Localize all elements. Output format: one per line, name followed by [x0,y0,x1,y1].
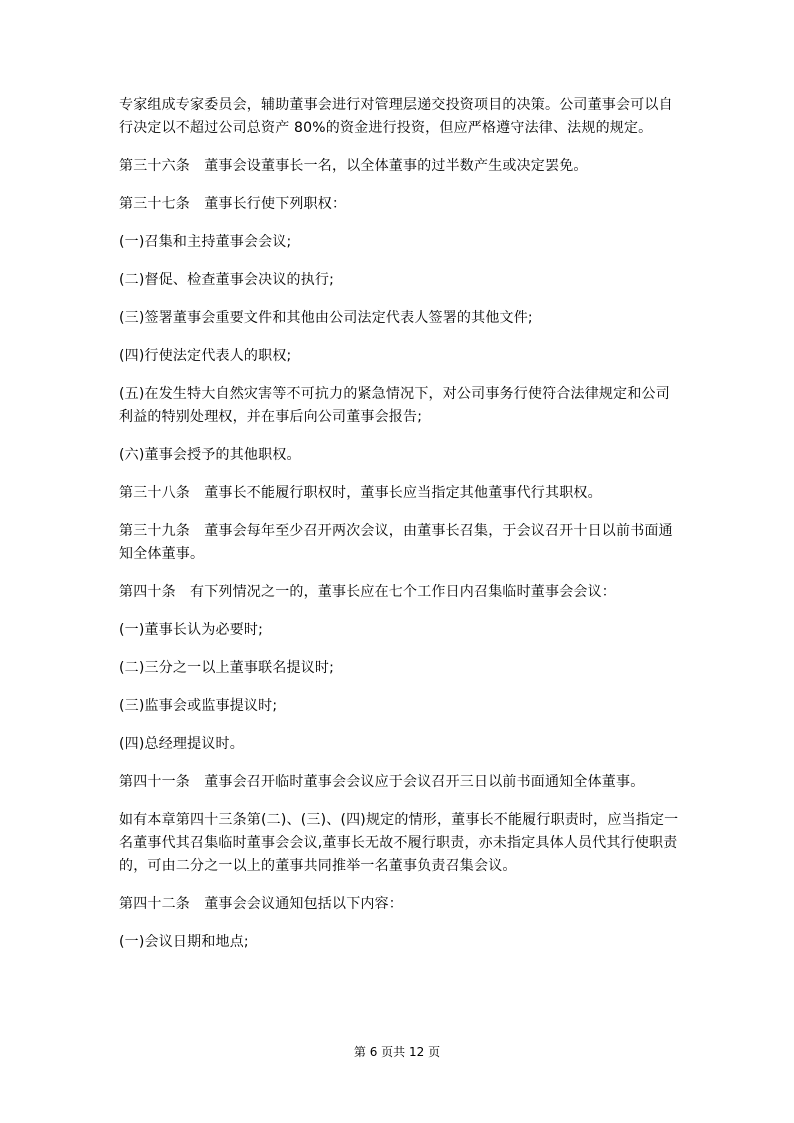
paragraph-article-41-supplement: 如有本章第四十三条第(二)、(三)、(四)规定的情形，董事长不能履行职责时，应当指定一名董事代其召集临时董事会会议,董事长无故不履行职责，亦未指定具体人员代其行使职责的，可由二分之一以上的董事共同推举一名董事负责召集会议。 [119,812,679,874]
paragraph-article-40: 第四十条 有下列情况之一的，董事长应在七个工作日内召集临时董事会会议： [119,584,616,600]
list-item-chairman-power-1: (一)召集和主持董事会会议; [119,234,292,250]
document-body [119,94,679,969]
paragraph-committee-decision: 专家组成专家委员会，辅助董事会进行对管理层递交投资项目的决策。公司董事会可以自行决定以不超过公司总资产 80%的资金进行投资，但应严格遵守法律、法规的规定。 [119,97,673,136]
paragraph-article-39: 第三十九条 董事会每年至少召开两次会议，由董事长召集，于会议召开十日以前书面通知全体董事。 [119,523,673,562]
paragraph-article-37: 第三十七条 董事长行使下列职权： [119,196,347,212]
page-footer [0,1044,794,1060]
list-item-meeting-condition-3: (三)监事会或监事提议时; [119,698,278,714]
list-item-notice-content-1: (一)会议日期和地点; [119,934,249,950]
paragraph-article-42: 第四十二条 董事会会议通知包括以下内容： [119,896,403,912]
list-item-meeting-condition-4: (四)总经理提议时。 [119,736,244,752]
paragraph-article-38: 第三十八条 董事长不能履行职权时，董事长应当指定其他董事代行其职权。 [119,485,602,501]
list-item-chairman-power-6: (六)董事会授予的其他职权。 [119,447,301,463]
list-item-meeting-condition-2: (二)三分之一以上董事联名提议时; [119,660,335,676]
paragraph-article-36: 第三十六条 董事会设董事长一名，以全体董事的过半数产生或决定罢免。 [119,158,588,174]
page-number-label: 第 6 页共 12 页 [353,1045,441,1059]
list-item-meeting-condition-1: (一)董事长认为必要时; [119,622,264,638]
list-item-chairman-power-5: (五)在发生特大自然灾害等不可抗力的紧急情况下，对公司事务行使符合法律规定和公司利益的特别处理权，并在事后向公司董事会报告; [119,386,670,425]
list-item-chairman-power-4: (四)行使法定代表人的职权; [119,348,292,364]
list-item-chairman-power-2: (二)督促、检查董事会决议的执行; [119,272,335,288]
paragraph-article-41: 第四十一条 董事会召开临时董事会会议应于会议召开三日以前书面通知全体董事。 [119,774,645,790]
list-item-chairman-power-3: (三)签署董事会重要文件和其他由公司法定代表人签署的其他文件; [119,310,533,326]
